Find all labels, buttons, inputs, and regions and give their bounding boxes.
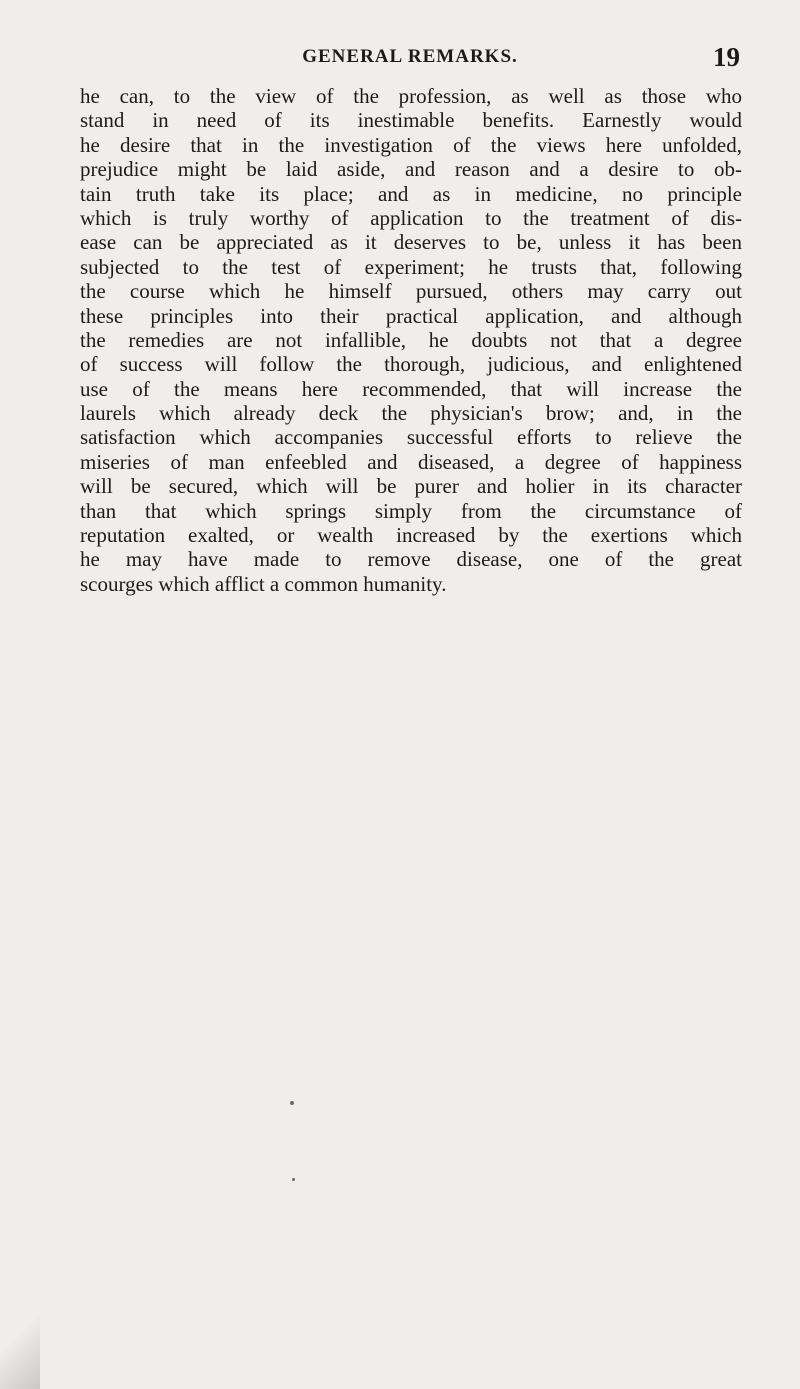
text-line: of success will follow the thorough, judicious, and enlightened xyxy=(80,352,742,377)
text-line: the remedies are not infallible, he doubts not that a degree xyxy=(80,327,742,352)
text-line: use of the means here recommended, that will increase the xyxy=(80,376,742,401)
text-line: prejudice might be laid aside, and reason and a desire to ob- xyxy=(80,157,742,182)
text-line: miseries of man enfeebled and diseased, a degree of happiness xyxy=(80,449,742,474)
page-number: 19 xyxy=(713,42,740,72)
text-line: which is truly worthy of application to the treatment of dis- xyxy=(80,205,742,230)
running-title: GENERAL REMARKS. xyxy=(302,46,518,67)
text-line: will be secured, which will be purer and holier in its character xyxy=(80,474,742,499)
print-speck xyxy=(292,1178,295,1181)
text-line: reputation exalted, or wealth increased by the exertions which xyxy=(80,523,742,548)
body-paragraph xyxy=(80,84,742,596)
text-line: he desire that in the investigation of the views here unfolded, xyxy=(80,132,742,157)
page-edge-shadow xyxy=(0,1300,40,1389)
text-line: satisfaction which accompanies successful efforts to relieve the xyxy=(80,425,742,450)
text-line: he may have made to remove disease, one of the great xyxy=(80,547,742,572)
text-line: he can, to the view of the profession, as well as those who xyxy=(80,84,742,108)
print-speck xyxy=(290,1101,294,1105)
text-line: scourges which afflict a common humanity. xyxy=(80,571,447,596)
text-line: these principles into their practical application, and although xyxy=(80,303,742,328)
text-line: ease can be appreciated as it deserves to be, unless it has been xyxy=(80,230,742,255)
running-head xyxy=(80,42,740,76)
text-line: subjected to the test of experiment; he trusts that, following xyxy=(80,254,742,279)
text-line: the course which he himself pursued, others may carry out xyxy=(80,279,742,304)
text-line: laurels which already deck the physician's brow; and, in the xyxy=(80,401,742,426)
text-line: stand in need of its inestimable benefits. Earnestly would xyxy=(80,108,742,133)
text-line: tain truth take its place; and as in medicine, no principle xyxy=(80,181,742,206)
text-line: than that which springs simply from the circumstance of xyxy=(80,498,742,523)
